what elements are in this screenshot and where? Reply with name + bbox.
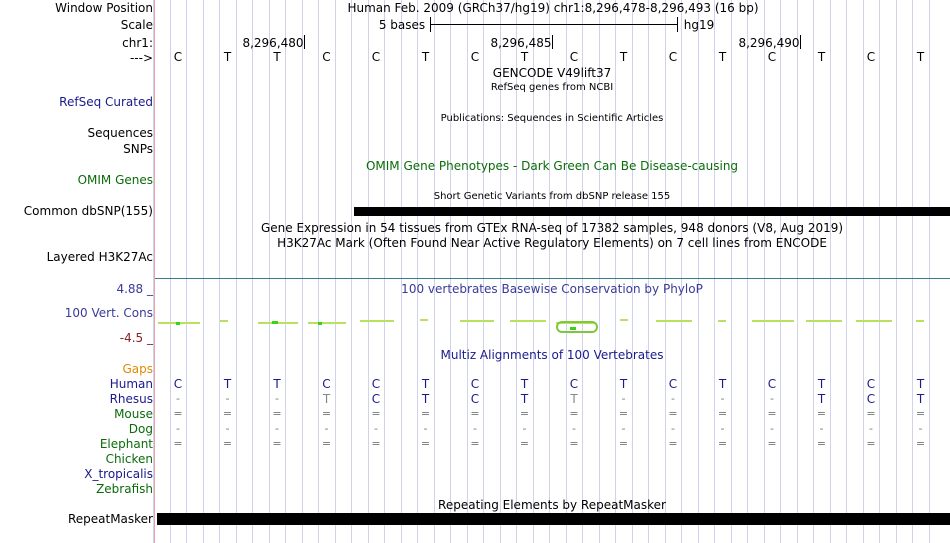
scale-label: Scale (120, 18, 153, 32)
sequence-base: T (273, 50, 281, 64)
repeatmasker-track-label[interactable]: RepeatMasker (67, 512, 153, 526)
alignment-base: = (272, 437, 282, 450)
conservation-bar (718, 320, 726, 322)
conservation-bar (420, 319, 428, 321)
conservation-bar (856, 320, 892, 322)
phylop-track-label[interactable]: 100 Vert. Cons (64, 306, 153, 320)
gridline (285, 0, 286, 543)
species-label-chicken[interactable]: Chicken (105, 452, 153, 466)
sequence-base: T (520, 50, 529, 64)
gridline (863, 0, 864, 543)
phylop-max-value: 4.88 _ (116, 282, 153, 296)
alignment-base: = (519, 407, 530, 420)
sequence-base: C (668, 50, 678, 64)
gridline (929, 0, 930, 543)
gridline (632, 0, 633, 543)
scale-assembly: hg19 (683, 18, 715, 32)
phylop-track-title[interactable]: 100 vertebrates Basewise Conservation by PhyloP (401, 282, 703, 296)
alignment-base: T (817, 392, 826, 406)
h3k27ac-baseline (155, 278, 950, 279)
conservation-bar (308, 322, 346, 324)
alignment-base: = (618, 437, 629, 450)
conservation-bar (806, 320, 842, 322)
gridline (351, 0, 352, 543)
alignment-base: = (371, 437, 381, 450)
gridline (219, 0, 220, 543)
conservation-peak (176, 322, 180, 325)
sequence-base: C (866, 50, 876, 64)
alignment-base: = (717, 407, 728, 420)
gridline (401, 0, 402, 543)
alignment-base: - (473, 422, 477, 435)
alignment-base: = (915, 407, 926, 420)
alignment-base: T (570, 392, 578, 406)
phylop-min-value: -4.5 _ (119, 331, 153, 345)
alignment-base: - (374, 422, 378, 435)
scale-value: 5 bases (378, 18, 426, 32)
alignment-base: = (668, 407, 678, 420)
dbsnp-variant-bar[interactable] (354, 207, 950, 216)
alignment-base: - (770, 422, 774, 435)
refseq-track-label[interactable]: RefSeq Curated (59, 95, 153, 109)
conservation-bar (916, 320, 924, 322)
alignment-base: - (671, 392, 675, 405)
gridline (813, 0, 814, 543)
gridline (764, 0, 765, 543)
species-label-mouse[interactable]: Mouse (114, 407, 153, 421)
alignment-base: T (817, 377, 826, 391)
gridline (368, 0, 369, 543)
gridline (780, 0, 781, 543)
repeatmasker-track-title[interactable]: Repeating Elements by RepeatMasker (438, 498, 666, 512)
alignment-base: = (816, 407, 827, 420)
sequence-base: C (371, 50, 381, 64)
conservation-bar (752, 320, 794, 322)
conservation-peak (318, 322, 322, 325)
gridline (698, 0, 699, 543)
alignment-base: = (321, 407, 332, 420)
sequence-base: T (916, 50, 925, 64)
strand-label: ---> (129, 51, 153, 65)
sequence-base: C (767, 50, 777, 64)
gaps-track-label[interactable]: Gaps (122, 362, 153, 376)
alignment-base: - (770, 392, 774, 405)
alignment-base: = (915, 437, 926, 450)
gridline (170, 0, 171, 543)
alignment-base: C (767, 377, 777, 391)
conservation-bar (620, 319, 628, 321)
gridline (417, 0, 418, 543)
window-position-label: Window Position (55, 1, 153, 15)
position-tick-label-3: 8,296,490 (738, 36, 800, 50)
sequence-base: C (569, 50, 579, 64)
gridline (203, 0, 204, 543)
alignment-base: - (720, 392, 725, 405)
alignment-base: C (569, 377, 579, 391)
alignment-base: = (222, 407, 233, 420)
alignment-base: C (371, 377, 381, 391)
alignment-base: C (668, 377, 678, 391)
snps-track-label[interactable]: SNPs (123, 142, 153, 156)
scale-bar (430, 24, 677, 25)
gridline (434, 0, 435, 543)
species-label-rhesus[interactable]: Rhesus (109, 392, 153, 406)
alignment-base: - (324, 422, 329, 435)
alignment-base: - (572, 422, 576, 435)
gridline (186, 0, 187, 543)
alignment-base: = (272, 407, 282, 420)
gridline (648, 0, 649, 543)
alignment-base: = (618, 407, 629, 420)
gridline (747, 0, 748, 543)
chrom-label: chr1: (122, 36, 153, 50)
alignment-base: = (321, 437, 332, 450)
gridline (302, 0, 303, 543)
conservation-bar (258, 322, 298, 324)
scale-bar-right-end (677, 17, 678, 32)
gridline (236, 0, 237, 543)
alignment-base: = (767, 437, 777, 450)
alignment-base: = (470, 437, 480, 450)
alignment-base: = (470, 407, 480, 420)
conservation-peak-cluster (556, 321, 598, 333)
species-label-x-tropicalis[interactable]: X_tropicalis (84, 467, 153, 481)
alignment-base: T (718, 377, 727, 391)
alignment-base: T (520, 377, 529, 391)
alignment-base: - (621, 422, 626, 435)
dbsnp-track-title[interactable]: Short Genetic Variants from dbSNP release 155 (433, 191, 671, 202)
alignment-base: = (569, 437, 579, 450)
alignment-base: = (173, 437, 183, 450)
alignment-base: = (519, 437, 530, 450)
window-position-value: Human Feb. 2009 (GRCh37/hg19) chr1:8,296,478-8,296,493 (16 bp) (347, 1, 759, 15)
alignment-base: C (322, 377, 331, 391)
position-tick-label-2: 8,296,485 (490, 36, 552, 50)
conservation-bar (360, 320, 394, 322)
alignment-base: T (322, 392, 331, 406)
species-label-elephant[interactable]: Elephant (99, 437, 153, 451)
omim-track-label[interactable]: OMIM Genes (77, 173, 153, 187)
alignment-base: T (520, 392, 529, 406)
sequence-base: C (322, 50, 331, 64)
alignment-base: C (470, 377, 480, 391)
conservation-bar (220, 320, 228, 322)
alignment-base: - (423, 422, 428, 435)
gridline (879, 0, 880, 543)
alignment-base: - (522, 422, 527, 435)
gridline (252, 0, 253, 543)
sequence-base: T (817, 50, 826, 64)
gridline (467, 0, 468, 543)
sequence-base: C (173, 50, 183, 64)
gridline (896, 0, 897, 543)
gridline (731, 0, 732, 543)
alignment-base: = (173, 407, 183, 420)
alignment-base: T (916, 377, 925, 391)
gridline (384, 0, 385, 543)
conservation-bar (460, 320, 494, 322)
conservation-bar (656, 320, 692, 322)
refseq-track-subtitle: RefSeq genes from NCBI (490, 82, 614, 93)
alignment-base: C (173, 377, 183, 391)
alignment-base: = (816, 437, 827, 450)
alignment-base: - (176, 392, 180, 405)
position-tick-2 (552, 35, 553, 49)
alignment-base: - (671, 422, 675, 435)
alignment-base: T (619, 377, 628, 391)
alignment-base: T (223, 377, 232, 391)
gtex-track-title[interactable]: Gene Expression in 54 tissues from GTEx RNA-seq of 17382 samples, 948 donors (V8, Aug 2019) (260, 221, 844, 235)
alignment-base: = (222, 437, 233, 450)
alignment-base: - (621, 392, 626, 405)
gridline (681, 0, 682, 543)
gridline (846, 0, 847, 543)
h3k27ac-track-label[interactable]: Layered H3K27Ac (46, 250, 153, 264)
alignment-base: T (421, 377, 430, 391)
alignment-base: = (866, 437, 876, 450)
alignment-base: = (668, 437, 678, 450)
gridline (615, 0, 616, 543)
alignment-base: - (720, 422, 725, 435)
sequence-base: T (421, 50, 430, 64)
alignment-base: - (275, 392, 279, 405)
position-tick-1 (304, 35, 305, 49)
alignment-base: = (371, 407, 381, 420)
alignment-base: - (225, 392, 230, 405)
sequences-track-label[interactable]: Sequences (87, 126, 153, 140)
scale-bar-left-end (430, 17, 431, 32)
alignment-base: - (225, 422, 230, 435)
gridline (830, 0, 831, 543)
track-label-divider (154, 0, 155, 543)
gridline (483, 0, 484, 543)
alignment-base: = (420, 407, 431, 420)
species-label-dog[interactable]: Dog (128, 422, 153, 436)
position-tick-3 (800, 35, 801, 49)
publications-track-title[interactable]: Publications: Sequences in Scientific Articles (440, 113, 664, 124)
sequence-base: T (718, 50, 727, 64)
gridline (714, 0, 715, 543)
gridline (665, 0, 666, 543)
sequence-base: C (470, 50, 480, 64)
dbsnp-track-label[interactable]: Common dbSNP(155) (23, 204, 153, 218)
alignment-base: = (866, 407, 876, 420)
alignment-base: = (767, 407, 777, 420)
multiz-track-title[interactable]: Multiz Alignments of 100 Vertebrates (440, 348, 664, 362)
alignment-base: C (371, 392, 381, 406)
alignment-base: = (569, 407, 579, 420)
conservation-peak (272, 321, 278, 324)
alignment-base: - (275, 422, 279, 435)
alignment-base: - (918, 422, 923, 435)
alignment-base: - (869, 422, 873, 435)
gridline (797, 0, 798, 543)
alignment-base: C (866, 392, 876, 406)
alignment-base: T (916, 392, 925, 406)
omim-track-title[interactable]: OMIM Gene Phenotypes - Dark Green Can Be Disease-causing (365, 159, 739, 173)
h3k27ac-track-title[interactable]: H3K27Ac Mark (Often Found Near Active Regulatory Elements) on 7 cell lines from ENCODE (277, 236, 827, 250)
conservation-bar (510, 320, 546, 322)
gridline (335, 0, 336, 543)
gencode-track-title[interactable]: GENCODE V49lift37 (492, 66, 612, 80)
gridline (912, 0, 913, 543)
alignment-base: - (176, 422, 180, 435)
repeatmasker-element-bar[interactable] (157, 513, 950, 525)
species-label-zebrafish[interactable]: Zebrafish (96, 482, 153, 496)
gridline (269, 0, 270, 543)
alignment-base: = (420, 437, 431, 450)
species-label-human[interactable]: Human (109, 377, 153, 391)
gridline (450, 0, 451, 543)
position-tick-label-1: 8,296,480 (242, 36, 304, 50)
alignment-base: = (717, 437, 728, 450)
sequence-base: T (223, 50, 232, 64)
alignment-base: - (819, 422, 824, 435)
sequence-base: T (619, 50, 628, 64)
gridline (318, 0, 319, 543)
alignment-base: T (273, 377, 281, 391)
alignment-base: T (421, 392, 430, 406)
alignment-base: C (866, 377, 876, 391)
alignment-base: C (470, 392, 480, 406)
